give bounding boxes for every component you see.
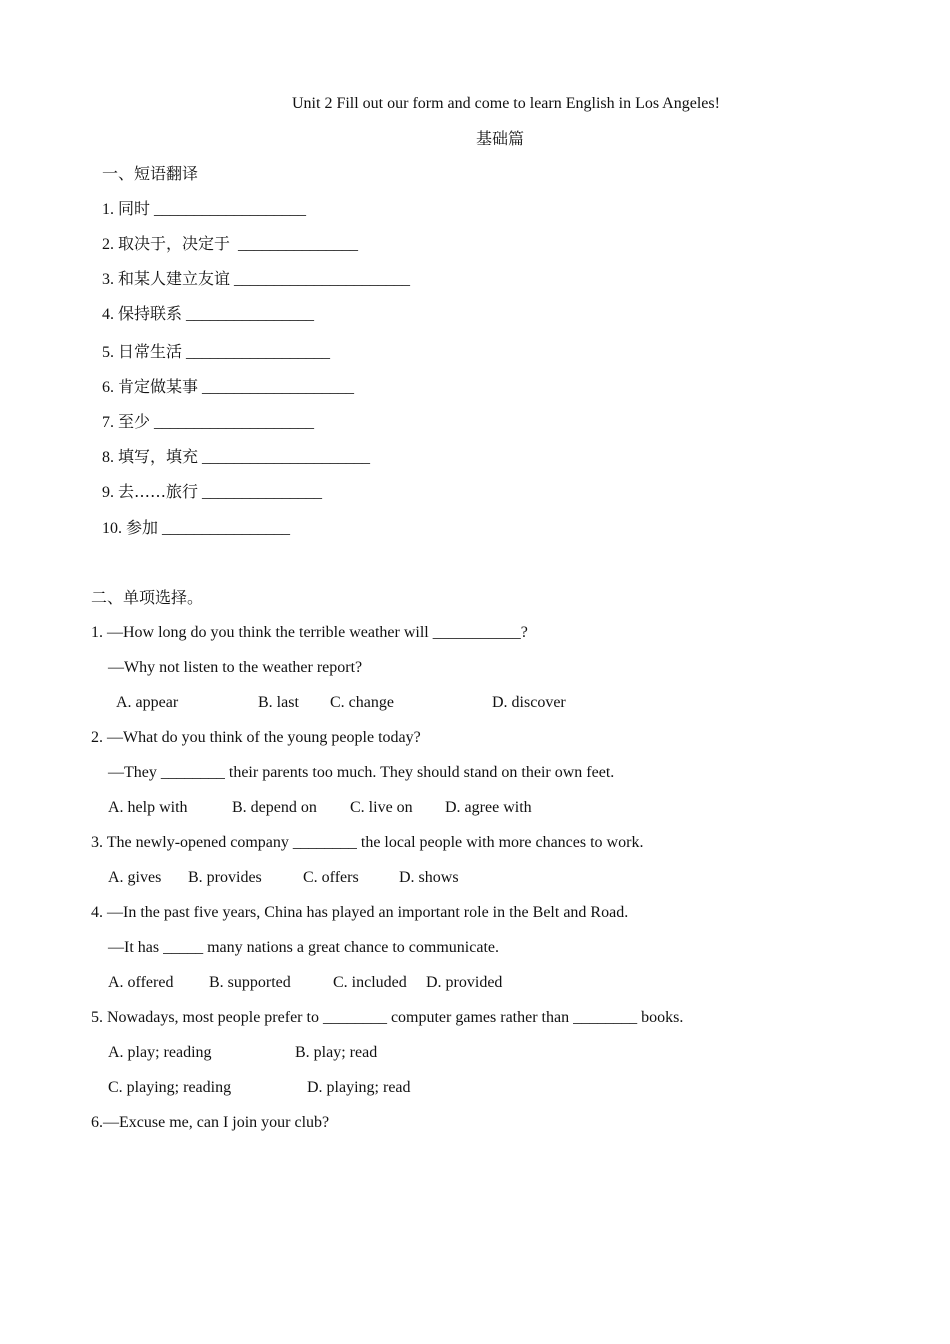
item-number: 3. — [102, 271, 114, 288]
question-2-option-c[interactable]: C. live on — [350, 799, 413, 816]
item-text: 和某人建立友谊 — [118, 269, 231, 288]
item-text: 填写，填充 — [118, 447, 199, 466]
section2-heading: 二、单项选择。 — [91, 588, 204, 607]
question-1-option-b[interactable]: B. last — [258, 694, 299, 711]
document-title: Unit 2 Fill out our form and come to learn English in Los Angeles! — [292, 95, 720, 112]
translation-item-9 — [102, 482, 322, 503]
item-number: 5. — [102, 344, 114, 361]
item-text: 至少 — [118, 412, 151, 431]
item-number: 2. — [102, 236, 114, 253]
translation-item-6 — [102, 377, 354, 398]
question-3-stem: 3. The newly-opened company ________ the local people with more chances to work. — [91, 834, 644, 851]
question-4-option-a[interactable]: A. offered — [108, 974, 174, 991]
question-5-option-d[interactable]: D. playing; read — [307, 1079, 411, 1096]
question-1-stem: 1. —How long do you think the terrible weather will ___________? — [91, 624, 528, 641]
answer-blank[interactable]: ________________ — [162, 520, 291, 537]
item-number: 4. — [102, 306, 114, 323]
answer-blank[interactable]: ______________________ — [234, 271, 411, 288]
question-4-response: —It has _____ many nations a great chance to communicate. — [108, 939, 499, 956]
translation-item-10 — [102, 518, 290, 539]
question-3-option-b[interactable]: B. provides — [188, 869, 262, 886]
question-1-option-d[interactable]: D. discover — [492, 694, 566, 711]
translation-item-5 — [102, 342, 330, 363]
answer-blank[interactable]: ___________________ — [154, 201, 307, 218]
item-number: 6. — [102, 379, 114, 396]
question-3-option-c[interactable]: C. offers — [303, 869, 359, 886]
question-1-option-a[interactable]: A. appear — [116, 694, 179, 711]
item-number: 9. — [102, 484, 114, 501]
item-text: 同时 — [118, 199, 151, 218]
question-4-option-d[interactable]: D. provided — [426, 974, 503, 991]
answer-blank[interactable]: _______________ — [238, 236, 359, 253]
answer-blank[interactable]: __________________ — [186, 344, 331, 361]
question-2-option-d[interactable]: D. agree with — [445, 799, 532, 816]
question-2-option-a[interactable]: A. help with — [108, 799, 188, 816]
item-number: 1. — [102, 201, 114, 218]
answer-blank[interactable]: _______________ — [202, 484, 323, 501]
answer-blank[interactable]: ____________________ — [154, 414, 315, 431]
question-1-option-c[interactable]: C. change — [330, 694, 394, 711]
translation-item-3 — [102, 269, 410, 290]
item-number: 10. — [102, 520, 122, 537]
translation-item-7 — [102, 412, 314, 433]
item-text: 保持联系 — [118, 304, 183, 323]
question-2-option-b[interactable]: B. depend on — [232, 799, 317, 816]
item-text: 参加 — [126, 518, 159, 537]
translation-item-8 — [102, 447, 370, 468]
item-text: 日常生活 — [118, 342, 183, 361]
question-4-option-b[interactable]: B. supported — [209, 974, 291, 991]
question-6-stem: 6.—Excuse me, can I join your club? — [91, 1114, 330, 1131]
question-5-option-b[interactable]: B. play; read — [295, 1044, 378, 1061]
item-text: 肯定做某事 — [118, 377, 199, 396]
answer-blank[interactable]: ________________ — [186, 306, 315, 323]
question-4-option-c[interactable]: C. included — [333, 974, 407, 991]
document-subtitle: 基础篇 — [476, 129, 525, 148]
item-number: 8. — [102, 449, 114, 466]
question-2-stem: 2. —What do you think of the young people today? — [91, 729, 421, 746]
answer-blank[interactable]: ___________________ — [202, 379, 355, 396]
question-2-response: —They ________ their parents too much. They should stand on their own feet. — [108, 764, 615, 781]
answer-blank[interactable]: _____________________ — [202, 449, 371, 466]
translation-item-4 — [102, 304, 314, 325]
item-number: 7. — [102, 414, 114, 431]
question-1-response: —Why not listen to the weather report? — [108, 659, 363, 676]
question-3-option-d[interactable]: D. shows — [399, 869, 459, 886]
item-text: 去……旅行 — [118, 482, 199, 501]
question-4-stem: 4. —In the past five years, China has played an important role in the Belt and Road. — [91, 904, 629, 921]
translation-item-1 — [102, 199, 306, 220]
translation-item-2 — [102, 234, 358, 255]
question-5-option-a[interactable]: A. play; reading — [108, 1044, 212, 1061]
item-text: 取决于，决定于 — [118, 234, 231, 253]
section1-heading: 一、短语翻译 — [102, 164, 199, 183]
question-5-stem: 5. Nowadays, most people prefer to ________ computer games rather than ________ books. — [91, 1009, 684, 1026]
question-5-option-c[interactable]: C. playing; reading — [108, 1079, 232, 1096]
question-3-option-a[interactable]: A. gives — [108, 869, 162, 886]
